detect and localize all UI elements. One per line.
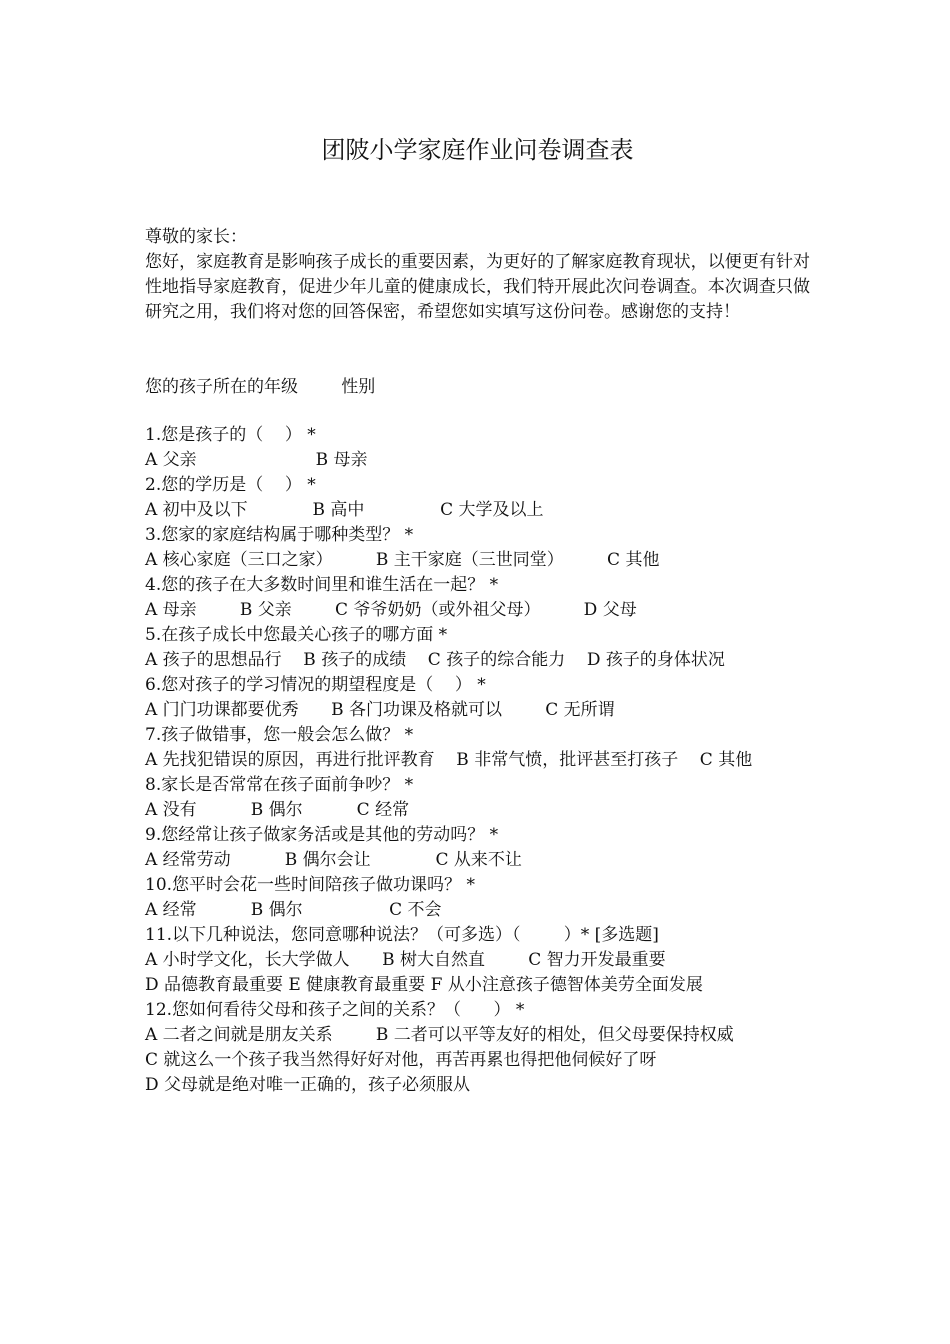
options-1: A 父亲 B 母亲	[145, 450, 368, 470]
question-list	[145, 423, 810, 1098]
question-4: 4.您的孩子在大多数时间里和谁生活在一起？ *	[145, 575, 499, 595]
page-title: 团陂小学家庭作业问卷调查表	[321, 136, 634, 164]
question-12: 12.您如何看待父母和孩子之间的关系？（ ） *	[145, 1000, 525, 1020]
options-6: A 门门功课都要优秀 B 各门功课及格就可以 C 无所谓	[145, 700, 615, 720]
greeting: 尊敬的家长：	[145, 227, 247, 247]
options-12-d: D 父母就是绝对唯一正确的，孩子必须服从	[145, 1075, 471, 1095]
question-8: 8.家长是否常常在孩子面前争吵？ *	[145, 775, 414, 795]
options-8: A 没有 B 偶尔 C 经常	[145, 800, 410, 820]
question-11: 11.以下几种说法，您同意哪种说法？（可多选）（ ）* [多选题]	[145, 925, 659, 945]
options-7: A 先找犯错误的原因，再进行批评教育 B 非常气愤，批评甚至打孩子 C 其他	[145, 750, 753, 770]
question-9: 9.您经常让孩子做家务活或是其他的劳动吗？ *	[145, 825, 499, 845]
question-1: 1.您是孩子的（ ） *	[145, 425, 316, 445]
options-11-def: D 品德教育最重要 E 健康教育最重要 F 从小注意孩子德智体美劳全面发展	[145, 975, 703, 995]
options-12-ab: A 二者之间就是朋友关系 B 二者可以平等友好的相处，但父母要保持权威	[145, 1025, 734, 1045]
options-4: A 母亲 B 父亲 C 爷爷奶奶（或外祖父母） D 父母	[145, 600, 637, 620]
intro-paragraph: 您好，家庭教育是影响孩子成长的重要因素，为更好的了解家庭教育现状，以便更有针对性地指导家庭教育，促进少年儿童的健康成长，我们特开展此次问卷调查。本次调查只做研究之用，我们将对您的回答保密，希望您如实填写这份问卷。感谢您的支持！	[145, 252, 810, 322]
question-10: 10.您平时会花一些时间陪孩子做功课吗？ *	[145, 875, 475, 895]
question-3: 3.您家的家庭结构属于哪种类型？ *	[145, 525, 414, 545]
options-5: A 孩子的思想品行 B 孩子的成绩 C 孩子的综合能力 D 孩子的身体状况	[145, 650, 725, 670]
question-2: 2.您的学历是（ ） *	[145, 475, 316, 495]
intro-section	[145, 225, 810, 325]
options-10: A 经常 B 偶尔 C 不会	[145, 900, 442, 920]
question-6: 6.您对孩子的学习情况的期望程度是（ ） *	[145, 675, 486, 695]
options-2: A 初中及以下 B 高中 C 大学及以上	[145, 500, 544, 520]
question-7: 7.孩子做错事，您一般会怎么做？ *	[145, 725, 414, 745]
grade-gender-line: 您的孩子所在的年级 性别	[145, 377, 376, 397]
options-3: A 核心家庭（三口之家） B 主干家庭（三世同堂） C 其他	[145, 550, 660, 570]
options-9: A 经常劳动 B 偶尔会让 C 从来不让	[145, 850, 522, 870]
question-5: 5.在孩子成长中您最关心孩子的哪方面 *	[145, 625, 448, 645]
options-12-c: C 就这么一个孩子我当然得好好对他，再苦再累也得把他伺候好了呀	[145, 1050, 657, 1070]
options-11-abc: A 小时学文化，长大学做人 B 树大自然直 C 智力开发最重要	[145, 950, 666, 970]
